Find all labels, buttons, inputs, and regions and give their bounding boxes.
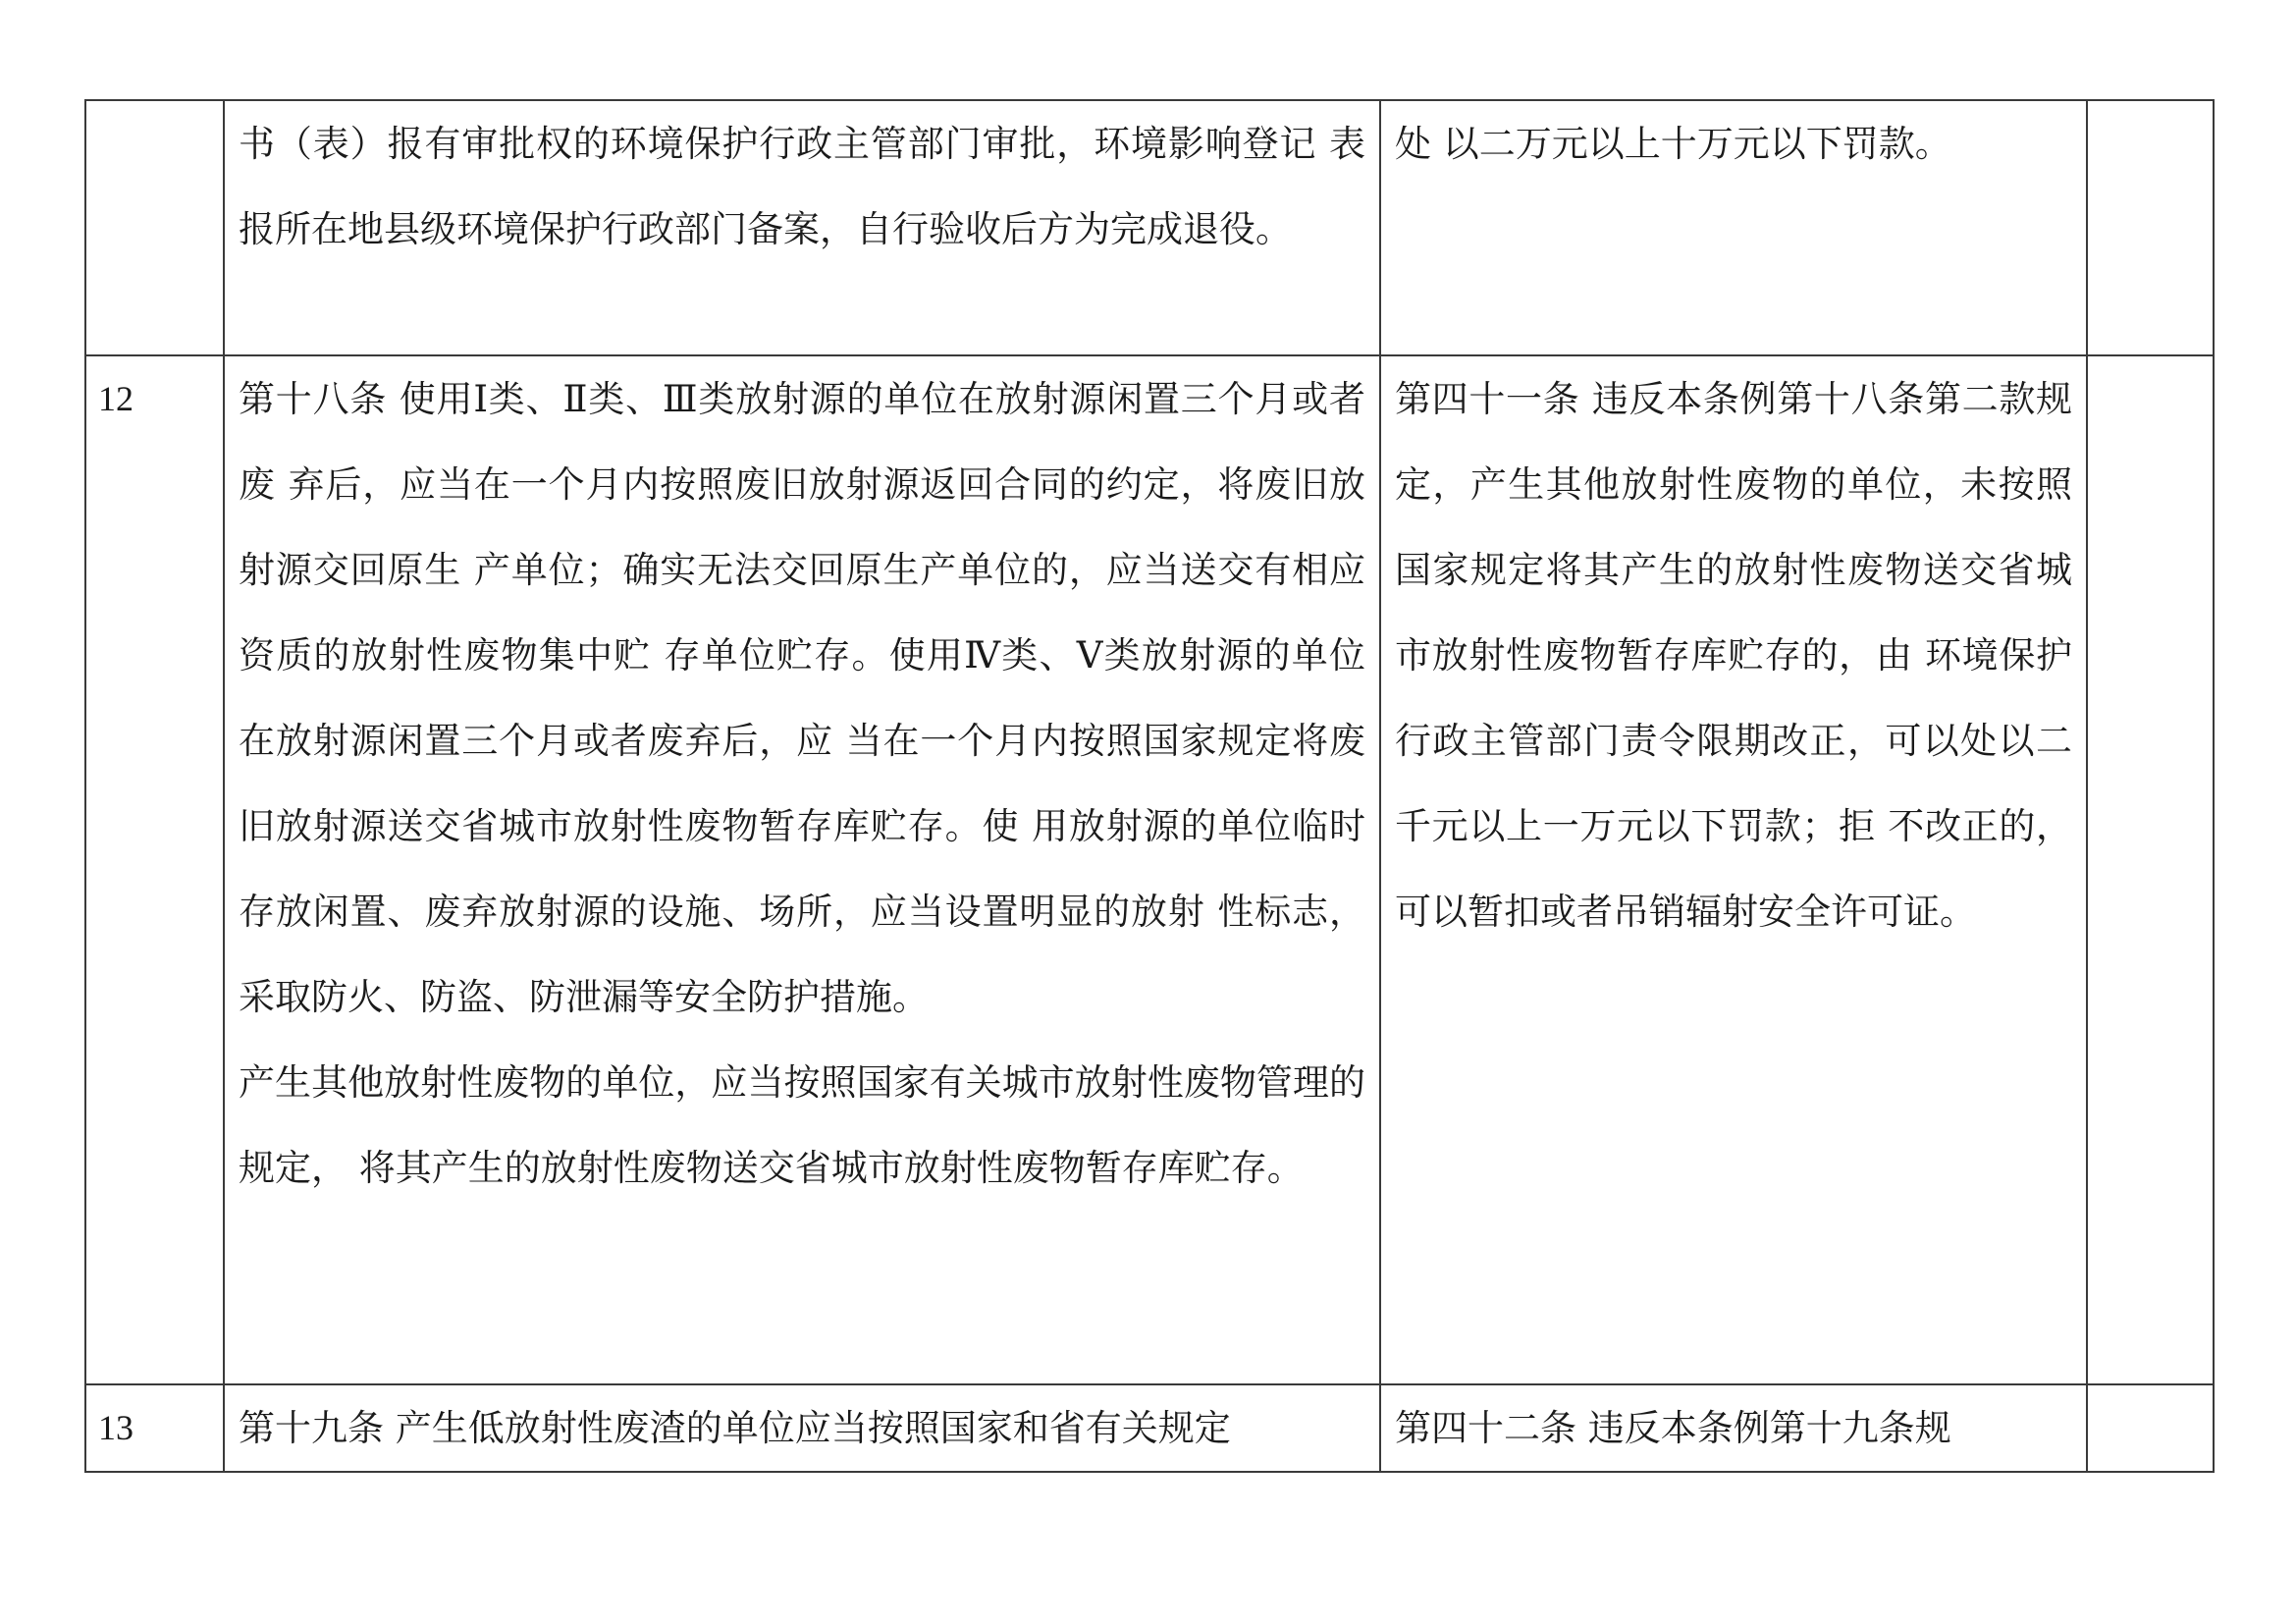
provision-paragraph: 第十八条 使用Ⅰ类、Ⅱ类、Ⅲ类放射源的单位在放射源闲置三个月或者废 弃后，应当在一个月内按照废旧放射源返回合同的约定，将废旧放射源交回原生 产单位；确实无法交回原生产单位的，应当送交有相应资质的放射性废物集中贮 存单位贮存。使用Ⅳ类、Ⅴ类放射源的单位在放射源闲置三个月或者废弃后，应 当在一个月内按照国家规定将废旧放射源送交省城市放射性废物暂存库贮存。使 用放射源的单位临时存放闲置、废弃放射源的设施、场所，应当设置明显的放射 性标志，采取防火、防盗、防泄漏等安全防护措施。	[239, 378, 1365, 1018]
row-number: 12	[85, 355, 224, 1384]
table-row	[85, 1384, 2214, 1472]
provision-paragraph: 书（表）报有审批权的环境保护行政主管部门审批，环境影响登记 表报所在地县级环境保护行政部门备案，自行验收后方为完成退役。	[239, 123, 1365, 250]
provision-paragraph: 第十九条 产生低放射性废渣的单位应当按照国家和省有关规定	[239, 1407, 1231, 1449]
row-number: 13	[85, 1384, 224, 1472]
provision-cell	[224, 100, 1380, 355]
penalty-cell: 第四十二条 违反本条例第十九条规	[1380, 1384, 2087, 1472]
provision-cell	[224, 355, 1380, 1384]
provision-cell	[224, 1384, 1380, 1472]
provision-paragraph: 产生其他放射性废物的单位，应当按照国家有关城市放射性废物管理的规定， 将其产生的放射性废物送交省城市放射性废物暂存库贮存。	[239, 1061, 1365, 1189]
note-cell	[2087, 355, 2214, 1384]
table-row	[85, 355, 2214, 1384]
penalty-cell: 第四十一条 违反本条例第十八条第二款规定，产生其他放射性废物的单位，未按照国家规定将其产生的放射性废物送交省城市放射性废物暂存库贮存的，由 环境保护行政主管部门责令限期改正，可以处以二千元以上一万元以下罚款；拒 不改正的，可以暂扣或者吊销辐射安全许可证。	[1380, 355, 2087, 1384]
note-cell	[2087, 100, 2214, 355]
row-number	[85, 100, 224, 355]
note-cell	[2087, 1384, 2214, 1472]
regulation-table	[84, 99, 2215, 1473]
penalty-cell: 处 以二万元以上十万元以下罚款。	[1380, 100, 2087, 355]
table-row	[85, 100, 2214, 355]
